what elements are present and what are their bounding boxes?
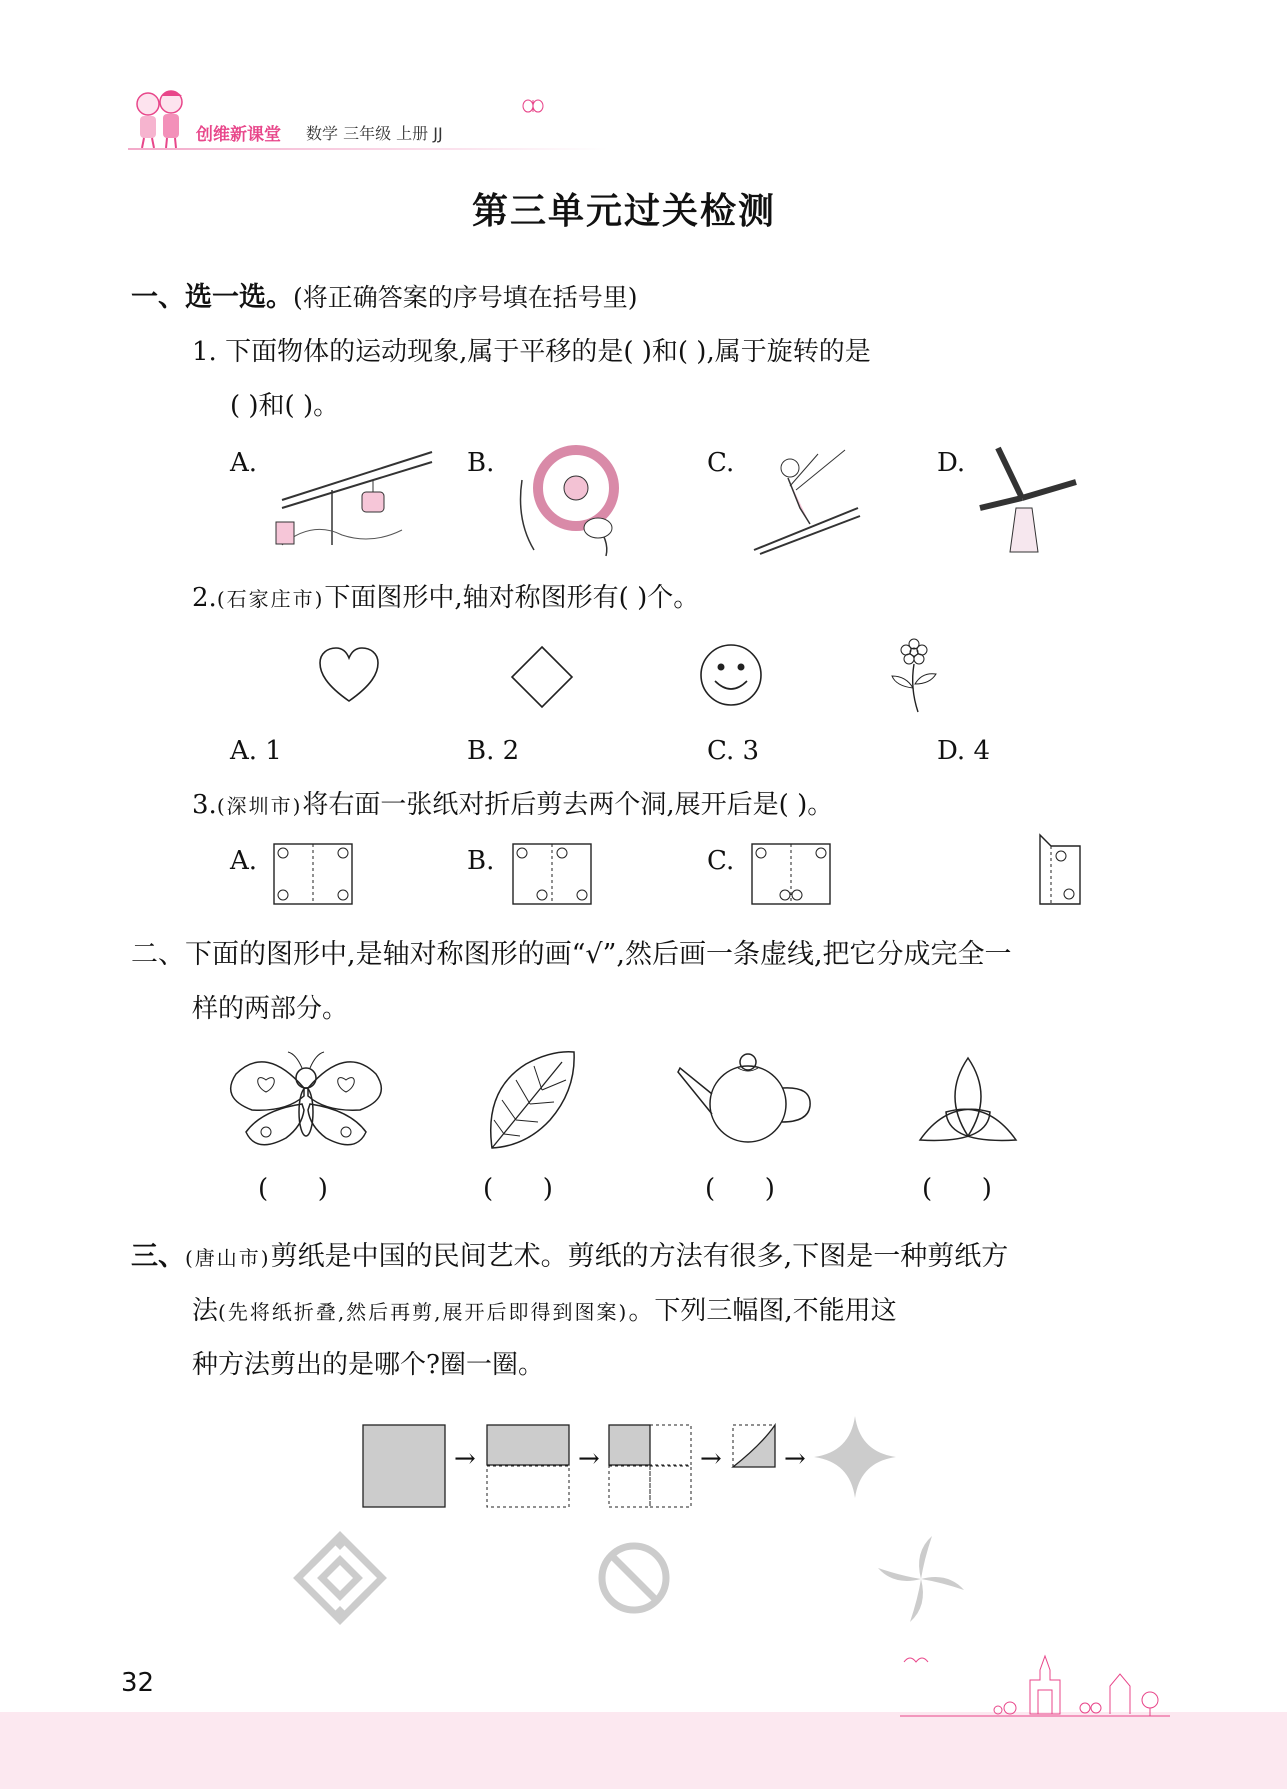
header-brand: 创维新课堂 bbox=[196, 125, 281, 145]
fold-arrow-2: → bbox=[578, 1444, 600, 1474]
header-divider bbox=[128, 148, 608, 150]
fold-arrow-4: → bbox=[784, 1444, 806, 1474]
header-subject: 数学 三年级 上册 JJ bbox=[306, 124, 443, 143]
papercut-pinwheel-pattern[interactable] bbox=[874, 1532, 968, 1630]
section-3-label: 三、 bbox=[131, 1241, 185, 1272]
q1-option-c: C. bbox=[707, 448, 735, 478]
q2-option-a: A. 1 bbox=[230, 736, 282, 766]
q1-option-b: B. bbox=[467, 448, 495, 478]
q2-option-d: D. 4 bbox=[937, 736, 990, 766]
section-1-heading bbox=[131, 271, 638, 325]
steering-wheel-image bbox=[514, 440, 629, 562]
fold-step-4-triangle bbox=[732, 1424, 776, 1472]
fold-arrow-1: → bbox=[454, 1444, 476, 1474]
q3-option-c: C. bbox=[707, 846, 735, 876]
section-3-text2b: (先将纸折叠,然后再剪,展开后即得到图案) bbox=[218, 1300, 629, 1324]
diamond-shape bbox=[510, 645, 574, 713]
q3-text: 将右面一张纸对折后剪去两个洞,展开后是( )。 bbox=[302, 790, 834, 820]
q3-option-b-figure bbox=[512, 843, 592, 909]
q1-line2: ( )和( )。 bbox=[230, 391, 340, 421]
section-3-line3: 种方法剪出的是哪个?圈一圈。 bbox=[192, 1350, 544, 1380]
header-mascot-icon bbox=[128, 88, 192, 154]
answer-blank-butterfly[interactable]: ( ) bbox=[258, 1174, 328, 1204]
q1-option-d: D. bbox=[937, 448, 966, 478]
section-1-label: 一、选一选。 bbox=[131, 282, 293, 313]
fold-step-2-half bbox=[486, 1424, 570, 1512]
butterfly-decor-icon bbox=[522, 98, 544, 118]
q1-option-a: A. bbox=[230, 448, 258, 478]
q2-text: 下面图形中,轴对称图形有( )个。 bbox=[324, 583, 700, 613]
page-title: 第三单元过关检测 bbox=[472, 191, 777, 232]
butterfly-shape bbox=[226, 1048, 386, 1156]
leaf-shape bbox=[486, 1050, 576, 1158]
q2-source: (石家庄市) bbox=[216, 587, 325, 611]
q3-source: (深圳市) bbox=[216, 794, 303, 818]
papercut-knot-pattern[interactable] bbox=[292, 1530, 388, 1630]
smiley-face-shape bbox=[699, 643, 763, 711]
section-3-line2 bbox=[192, 1284, 897, 1339]
answer-blank-trefoil[interactable]: ( ) bbox=[922, 1174, 992, 1204]
section-3-line1 bbox=[131, 1230, 1008, 1285]
fold-step-1-square bbox=[362, 1424, 446, 1512]
four-point-star-result bbox=[812, 1414, 898, 1504]
castle-decor-icon bbox=[900, 1650, 1170, 1724]
q3-num: 3. bbox=[192, 790, 217, 820]
cable-car-image bbox=[272, 450, 442, 554]
q2-option-b: B. 2 bbox=[467, 736, 520, 766]
papercut-no-sign-pattern[interactable] bbox=[596, 1540, 672, 1620]
q3-folded-paper-figure bbox=[1039, 834, 1081, 910]
fold-step-3-quarter bbox=[608, 1424, 692, 1512]
section-3-text2a: 法 bbox=[192, 1296, 219, 1326]
page-number: 32 bbox=[121, 1668, 155, 1698]
q3-line bbox=[192, 778, 833, 833]
section-1-note: (将正确答案的序号填在括号里) bbox=[293, 283, 638, 312]
q3-option-c-figure bbox=[751, 843, 831, 909]
fold-arrow-3: → bbox=[700, 1444, 722, 1474]
teapot-shape bbox=[678, 1052, 814, 1148]
section-3-text1: 剪纸是中国的民间艺术。剪纸的方法有很多,下图是一种剪纸方 bbox=[270, 1241, 1009, 1272]
answer-blank-teapot[interactable]: ( ) bbox=[705, 1174, 775, 1204]
flower-shape bbox=[888, 638, 940, 718]
section-2-line1: 二、下面的图形中,是轴对称图形的画“√”,然后画一条虚线,把它分成完全一 bbox=[131, 939, 1012, 970]
skier-image bbox=[750, 446, 860, 560]
answer-blank-leaf[interactable]: ( ) bbox=[483, 1174, 553, 1204]
section-3-text2c: 。下列三幅图,不能用这 bbox=[628, 1296, 897, 1326]
q3-option-a-figure bbox=[273, 843, 353, 909]
trefoil-knot-shape bbox=[918, 1056, 1018, 1150]
q3-option-b: B. bbox=[467, 846, 495, 876]
q2-num: 2. bbox=[192, 583, 217, 613]
q2-line bbox=[192, 571, 699, 626]
q2-option-c: C. 3 bbox=[707, 736, 760, 766]
section-3-source: (唐山市) bbox=[185, 1246, 271, 1270]
heart-shape bbox=[318, 647, 380, 707]
section-2-line2: 样的两部分。 bbox=[192, 994, 349, 1024]
q1-line1: 1. 下面物体的运动现象,属于平移的是( )和( ),属于旋转的是 bbox=[192, 337, 871, 367]
q3-option-a: A. bbox=[230, 846, 258, 876]
windmill-image bbox=[978, 446, 1078, 560]
